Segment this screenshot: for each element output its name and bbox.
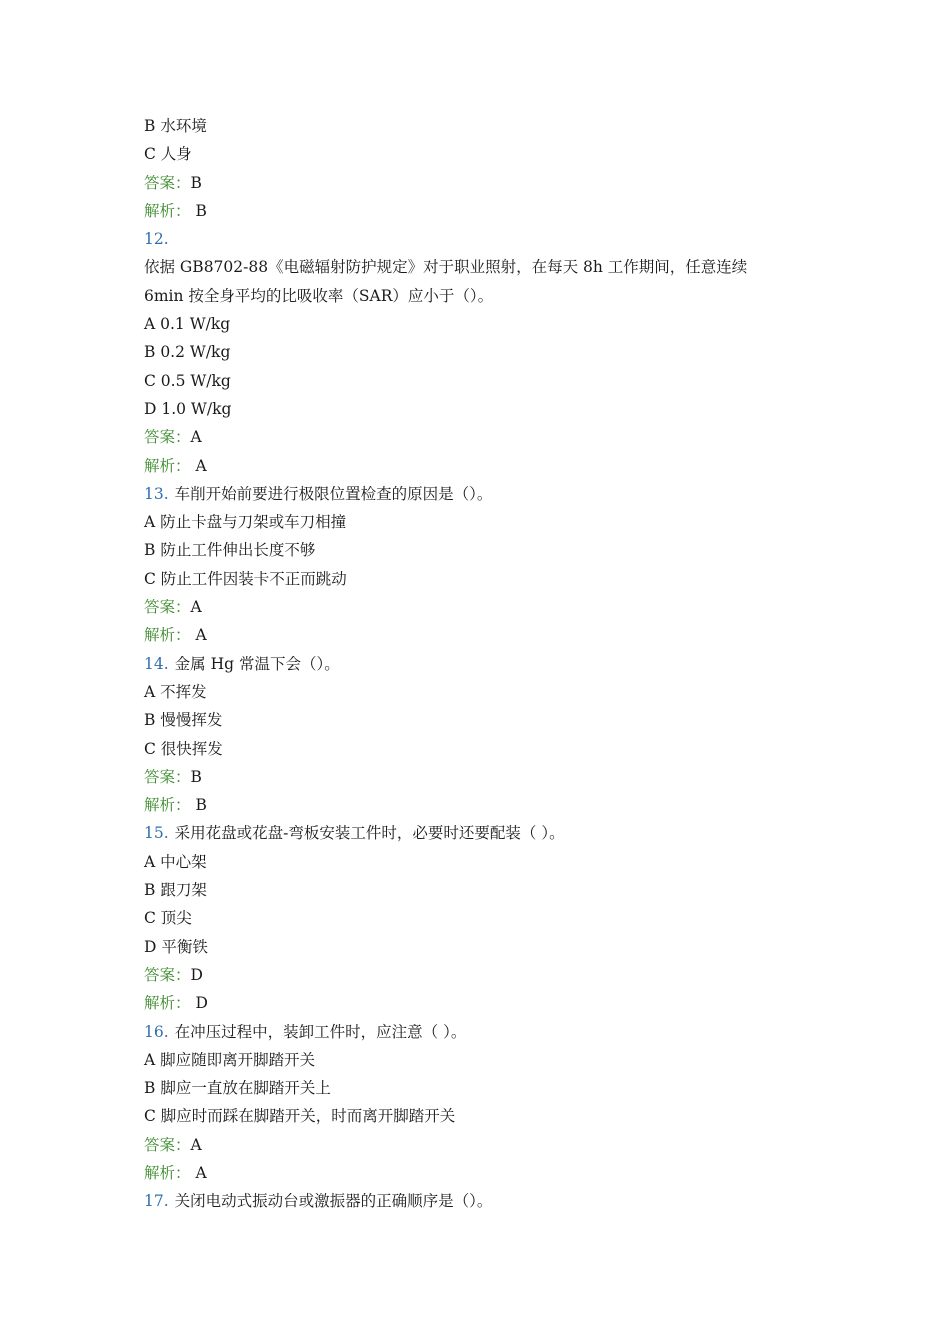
answer-value: A xyxy=(190,1135,202,1154)
analysis-line xyxy=(144,989,814,1017)
option-line: D 平衡铁 xyxy=(144,937,208,956)
option-line: B 跟刀架 xyxy=(144,881,207,900)
answer-label: 答案： xyxy=(144,965,191,984)
analysis-value: A xyxy=(190,626,207,645)
analysis-value: B xyxy=(190,201,207,220)
question-number: 15. xyxy=(144,824,169,843)
question-number: 17. xyxy=(144,1192,169,1211)
option-line: D 1.0 W/kg xyxy=(144,399,232,418)
analysis-line xyxy=(144,791,814,819)
question-line xyxy=(144,650,814,678)
option-line: A 脚应随即离开脚踏开关 xyxy=(144,1050,316,1069)
answer-line xyxy=(144,763,814,791)
answer-value: A xyxy=(190,428,202,447)
question-text: 车削开始前要进行极限位置检查的原因是（）。 xyxy=(174,484,493,503)
question-list xyxy=(144,112,814,1216)
answer-line xyxy=(144,1131,814,1159)
question-line xyxy=(144,1018,814,1046)
option-line: C 防止工件因装卡不正而跳动 xyxy=(144,569,347,588)
question-text: 6min 按全身平均的比吸收率（SAR）应小于（）。 xyxy=(144,286,494,305)
answer-label: 答案： xyxy=(144,598,191,617)
question-text: 金属 Hg 常温下会（）。 xyxy=(174,654,340,673)
option-line: B 0.2 W/kg xyxy=(144,343,231,362)
option-line: C 人身 xyxy=(144,145,192,164)
option-line: C 很快挥发 xyxy=(144,739,223,758)
analysis-label: 解析： xyxy=(144,796,191,815)
answer-line xyxy=(144,593,814,621)
option-line: A 中心架 xyxy=(144,852,207,871)
question-line xyxy=(144,1187,814,1215)
option-line: B 慢慢挥发 xyxy=(144,711,223,730)
analysis-value: A xyxy=(190,456,207,475)
option-line: C 脚应时而踩在脚踏开关，时而离开脚踏开关 xyxy=(144,1107,456,1126)
answer-label: 答案： xyxy=(144,173,191,192)
answer-value: B xyxy=(190,767,202,786)
question-number: 14. xyxy=(144,654,169,673)
answer-line xyxy=(144,169,814,197)
question-line xyxy=(144,480,814,508)
question-text: 关闭电动式振动台或激振器的正确顺序是（）。 xyxy=(174,1192,493,1211)
analysis-line xyxy=(144,1159,814,1187)
analysis-label: 解析： xyxy=(144,626,191,645)
answer-line xyxy=(144,423,814,451)
question-text: 依据 GB8702-88《电磁辐射防护规定》对于职业照射，在每天 8h 工作期间，任意连续 xyxy=(144,258,748,277)
answer-line xyxy=(144,961,814,989)
answer-label: 答案： xyxy=(144,767,191,786)
answer-value: A xyxy=(190,598,202,617)
question-text: 采用花盘或花盘-弯板安装工件时，必要时还要配装（ ）。 xyxy=(174,824,565,843)
question-line xyxy=(144,819,814,847)
question-text: 在冲压过程中，装卸工件时，应注意（ ）。 xyxy=(174,1022,467,1041)
question-number: 13. xyxy=(144,484,169,503)
question-number: 12. xyxy=(144,230,169,249)
analysis-value: B xyxy=(190,796,207,815)
answer-value: B xyxy=(190,173,202,192)
analysis-line xyxy=(144,452,814,480)
option-line: B 脚应一直放在脚踏开关上 xyxy=(144,1079,331,1098)
analysis-line xyxy=(144,197,814,225)
analysis-label: 解析： xyxy=(144,994,191,1013)
answer-value: D xyxy=(190,965,203,984)
analysis-value: A xyxy=(190,1163,207,1182)
answer-label: 答案： xyxy=(144,1135,191,1154)
option-line: C 顶尖 xyxy=(144,909,192,928)
analysis-value: D xyxy=(190,994,208,1013)
question-number: 16. xyxy=(144,1022,169,1041)
option-line: A 0.1 W/kg xyxy=(144,315,231,334)
analysis-label: 解析： xyxy=(144,1163,191,1182)
option-line: B 水环境 xyxy=(144,117,207,135)
option-line: A 防止卡盘与刀架或车刀相撞 xyxy=(144,513,347,532)
analysis-line xyxy=(144,621,814,649)
option-line: C 0.5 W/kg xyxy=(144,371,231,390)
analysis-label: 解析： xyxy=(144,456,191,475)
option-line: B 防止工件伸出长度不够 xyxy=(144,541,316,560)
option-line: A 不挥发 xyxy=(144,682,207,701)
answer-label: 答案： xyxy=(144,428,191,447)
analysis-label: 解析： xyxy=(144,201,191,220)
